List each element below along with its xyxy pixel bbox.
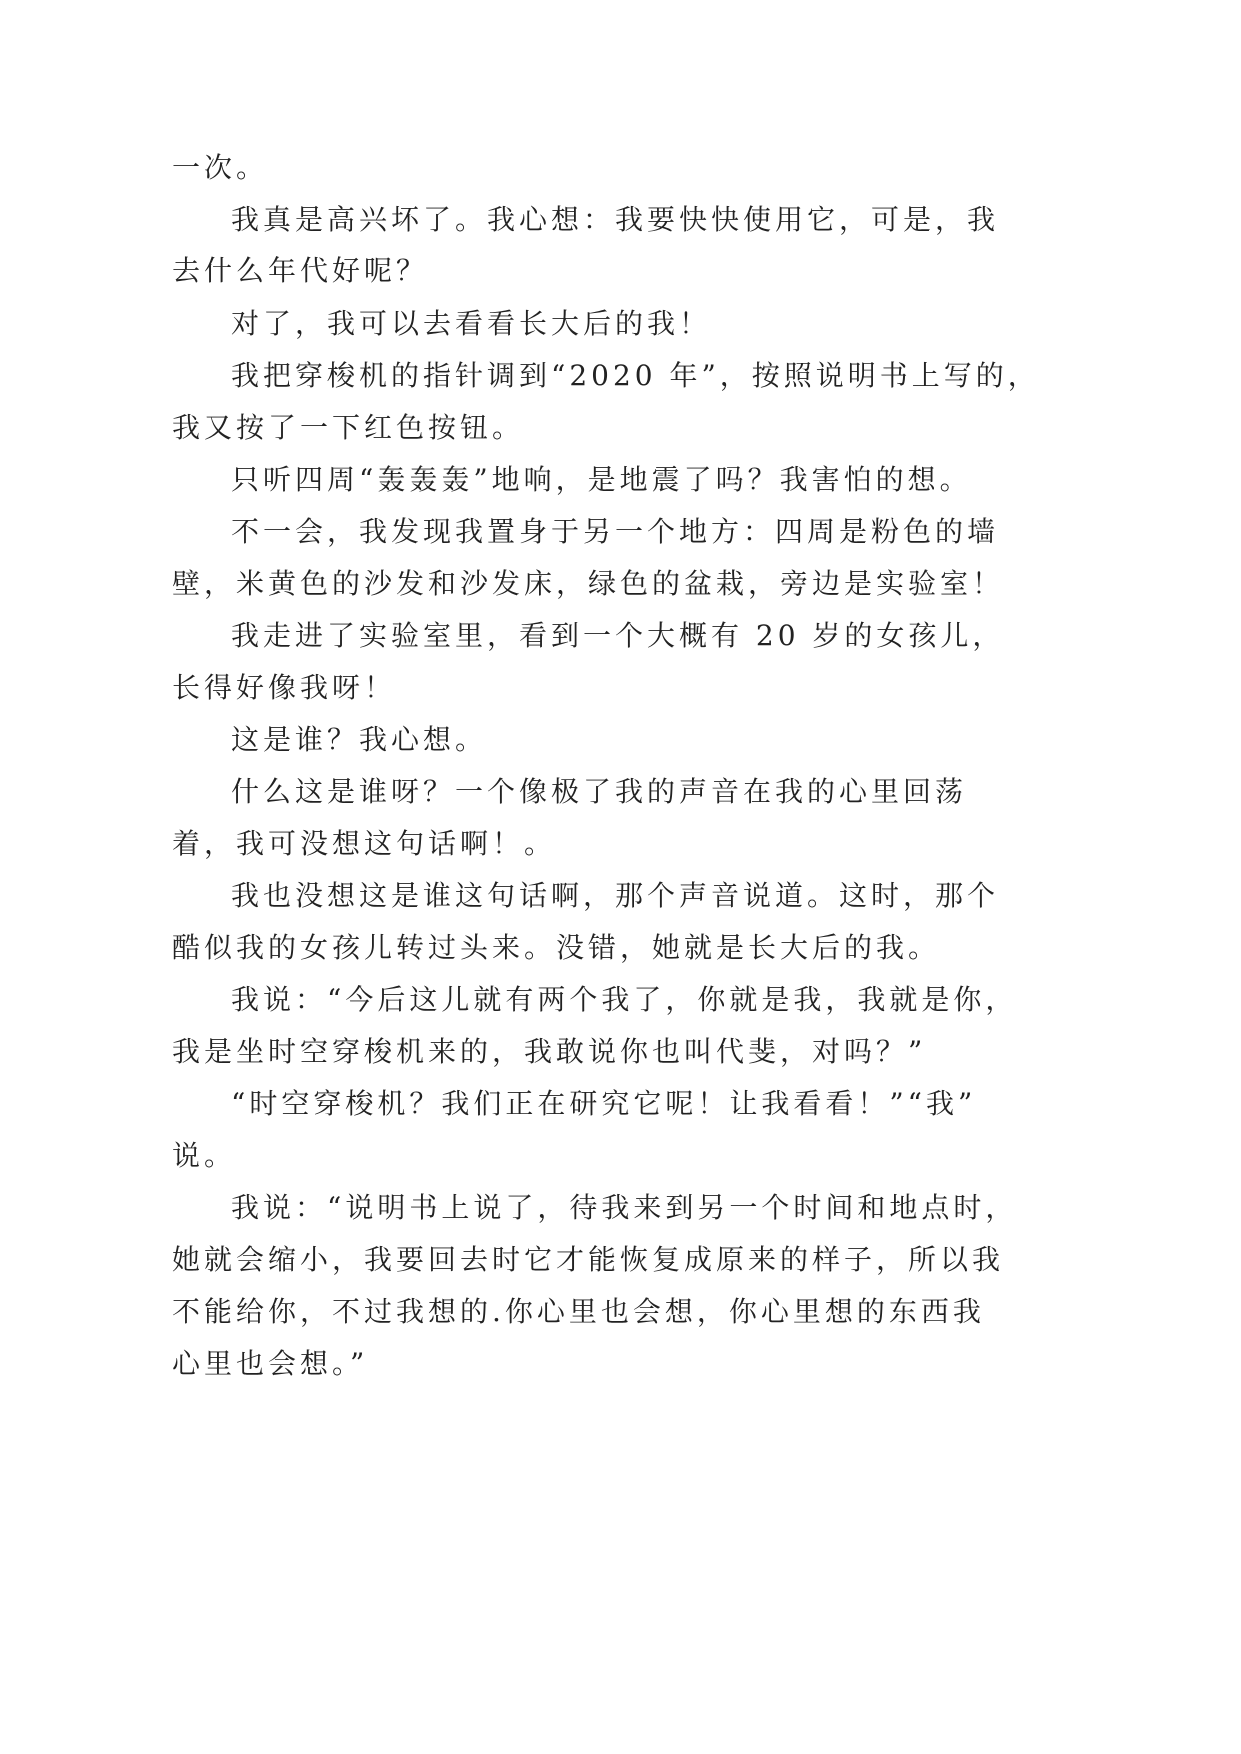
text-line-7: 只听四周“轰轰轰”地响，是地震了吗？我害怕的想。 [231, 463, 972, 496]
text-line-19: “时空穿梭机？我们正在研究它呢！让我看看！”“我” [231, 1087, 977, 1120]
text-line-6: 我又按了一下红色按钮。 [172, 411, 525, 444]
text-line-12: 这是谁？我心想。 [231, 723, 488, 756]
text-line-23: 不能给你，不过我想的.你心里也会想，你心里想的东西我 [172, 1295, 985, 1328]
text-line-22: 她就会缩小，我要回去时它才能恢复成原来的样子，所以我 [172, 1243, 1005, 1276]
text-line-11: 长得好像我呀！ [172, 671, 397, 704]
text-line-4: 对了，我可以去看看长大后的我！ [231, 307, 712, 340]
text-line-1: 一次。 [172, 151, 269, 184]
text-line-14: 着，我可没想这句话啊！。 [172, 827, 557, 860]
text-line-13: 什么这是谁呀？一个像极了我的声音在我的心里回荡 [231, 775, 968, 808]
text-line-8: 不一会，我发现我置身于另一个地方：四周是粉色的墙 [231, 515, 1000, 548]
text-line-15: 我也没想这是谁这句话啊，那个声音说道。这时，那个 [231, 879, 1000, 912]
text-line-21: 我说：“说明书上说了，待我来到另一个时间和地点时， [231, 1191, 1018, 1224]
text-line-2: 我真是高兴坏了。我心想：我要快快使用它，可是，我 [231, 203, 1000, 236]
text-line-10: 我走进了实验室里，看到一个大概有 20 岁的女孩儿， [231, 619, 1005, 652]
text-line-16: 酷似我的女孩儿转过头来。没错，她就是长大后的我。 [172, 931, 941, 964]
text-line-17: 我说：“今后这儿就有两个我了，你就是我，我就是你， [231, 983, 1018, 1016]
text-line-5: 我把穿梭机的指针调到“2020 年”，按照说明书上写的， [231, 359, 1040, 392]
text-line-9: 壁，米黄色的沙发和沙发床，绿色的盆栽，旁边是实验室！ [172, 567, 1005, 600]
text-line-24: 心里也会想。” [172, 1347, 369, 1380]
text-line-20: 说。 [172, 1139, 237, 1172]
text-line-3: 去什么年代好呢？ [172, 254, 429, 287]
text-line-18: 我是坐时空穿梭机来的，我敢说你也叫代斐，对吗？” [172, 1035, 927, 1068]
